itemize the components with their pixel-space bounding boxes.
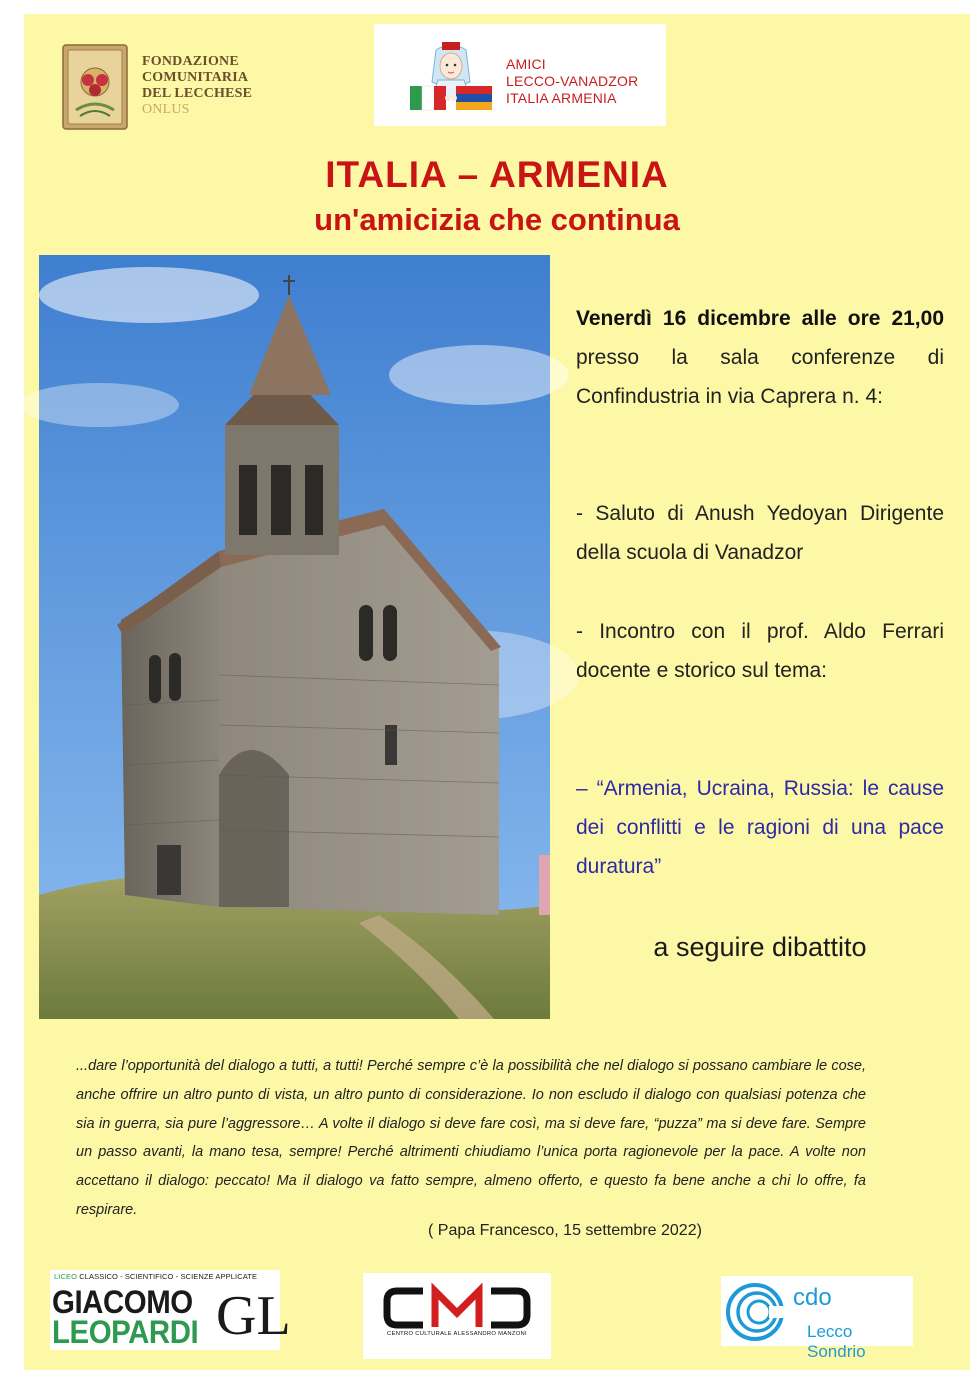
event-item-meeting: - Incontro con il prof. Aldo Ferrari docente e storico sul tema: xyxy=(576,620,944,682)
flyer-page xyxy=(24,14,970,1370)
fondazione-logo xyxy=(62,44,262,136)
cmc-subtitle: CENTRO CULTURALE ALESSANDRO MANZONI xyxy=(387,1331,527,1337)
fondazione-line: FONDAZIONE xyxy=(142,54,239,69)
fondazione-line: DEL LECCHESE xyxy=(142,86,253,101)
fondazione-name xyxy=(142,54,252,118)
amici-line: LECCO-VANADZOR xyxy=(506,73,639,89)
main-title: ITALIA – ARMENIA xyxy=(325,154,669,195)
liceo-leopardi-first-name: GIACOMO xyxy=(52,1284,193,1320)
event-intro xyxy=(576,299,944,416)
amici-girl-flags-icon xyxy=(408,38,494,122)
event-venue: presso la sala conferenze di Confindustria in via Caprera n. 4: xyxy=(576,346,944,408)
fondazione-crest-icon xyxy=(62,44,128,130)
cmc-mark-icon xyxy=(383,1283,531,1333)
liceo-leopardi-logo xyxy=(50,1270,291,1350)
liceo-courses: CLASSICO - SCIENTIFICO - SCIENZE APPLICATE xyxy=(77,1272,258,1281)
amici-logo xyxy=(374,24,666,126)
cdo-subtitle: Lecco Sondrio xyxy=(807,1322,866,1361)
amici-name xyxy=(506,56,638,107)
amici-line: ITALIA ARMENIA xyxy=(506,90,617,106)
gl-monogram-icon xyxy=(216,1278,291,1347)
cdo-spiral-icon xyxy=(723,1280,791,1344)
event-date: Venerdì 16 dicembre alle ore 21,00 xyxy=(576,307,944,330)
fondazione-line: ONLUS xyxy=(142,102,190,117)
amici-line: AMICI xyxy=(506,56,546,72)
cdo-lecco-sondrio-logo xyxy=(721,1276,913,1361)
cdo-word: cdo xyxy=(793,1284,832,1311)
centro-culturale-manzoni-logo xyxy=(363,1273,551,1359)
fondazione-line: COMUNITARIA xyxy=(142,70,249,85)
event-topic: – “Armenia, Ucraina, Russia: le cause dei conflitti e le ragioni di una pace duratura” xyxy=(576,777,944,878)
armenian-bell-tower-photo xyxy=(39,255,550,1019)
liceo-word: LICEO xyxy=(54,1272,78,1281)
liceo-leopardi-last-name: LEOPARDI xyxy=(52,1314,199,1350)
pope-quote: ...dare l’opportunità del dialogo a tutti, a tutti! Perché sempre c’è la possibilità che nel dialogo si possano cambiare le cose, anche offrire un altro punto di vista, un altro punto di considerazione. Io non escludo il dialogo con qualsiasi potenza che sia in guerra, sia pure l’aggressore… A volte il dialogo si deve fare così, ma si deve fare, “puzza” ma si deve fare. Sempre un passo avanti, la mano tesa, sempre! Perché altrimenti chiudiamo l’unica porta ragionevole per la pace. A volte non accettano il dialogo: peccato! Ma il dialogo va fatto sempre, almeno offerto, e questo fa bene anche a chi lo offre, fa respirare. xyxy=(76,1058,866,1218)
subtitle: un'amicizia che continua xyxy=(314,202,680,237)
quote-source: ( Papa Francesco, 15 settembre 2022) xyxy=(428,1222,702,1239)
event-item-greeting: - Saluto di Anush Yedoyan Dirigente della scuola di Vanadzor xyxy=(576,502,944,564)
follow-up-debate: a seguire dibattito xyxy=(653,932,867,962)
gl-monogram-text: GL xyxy=(216,1285,291,1347)
